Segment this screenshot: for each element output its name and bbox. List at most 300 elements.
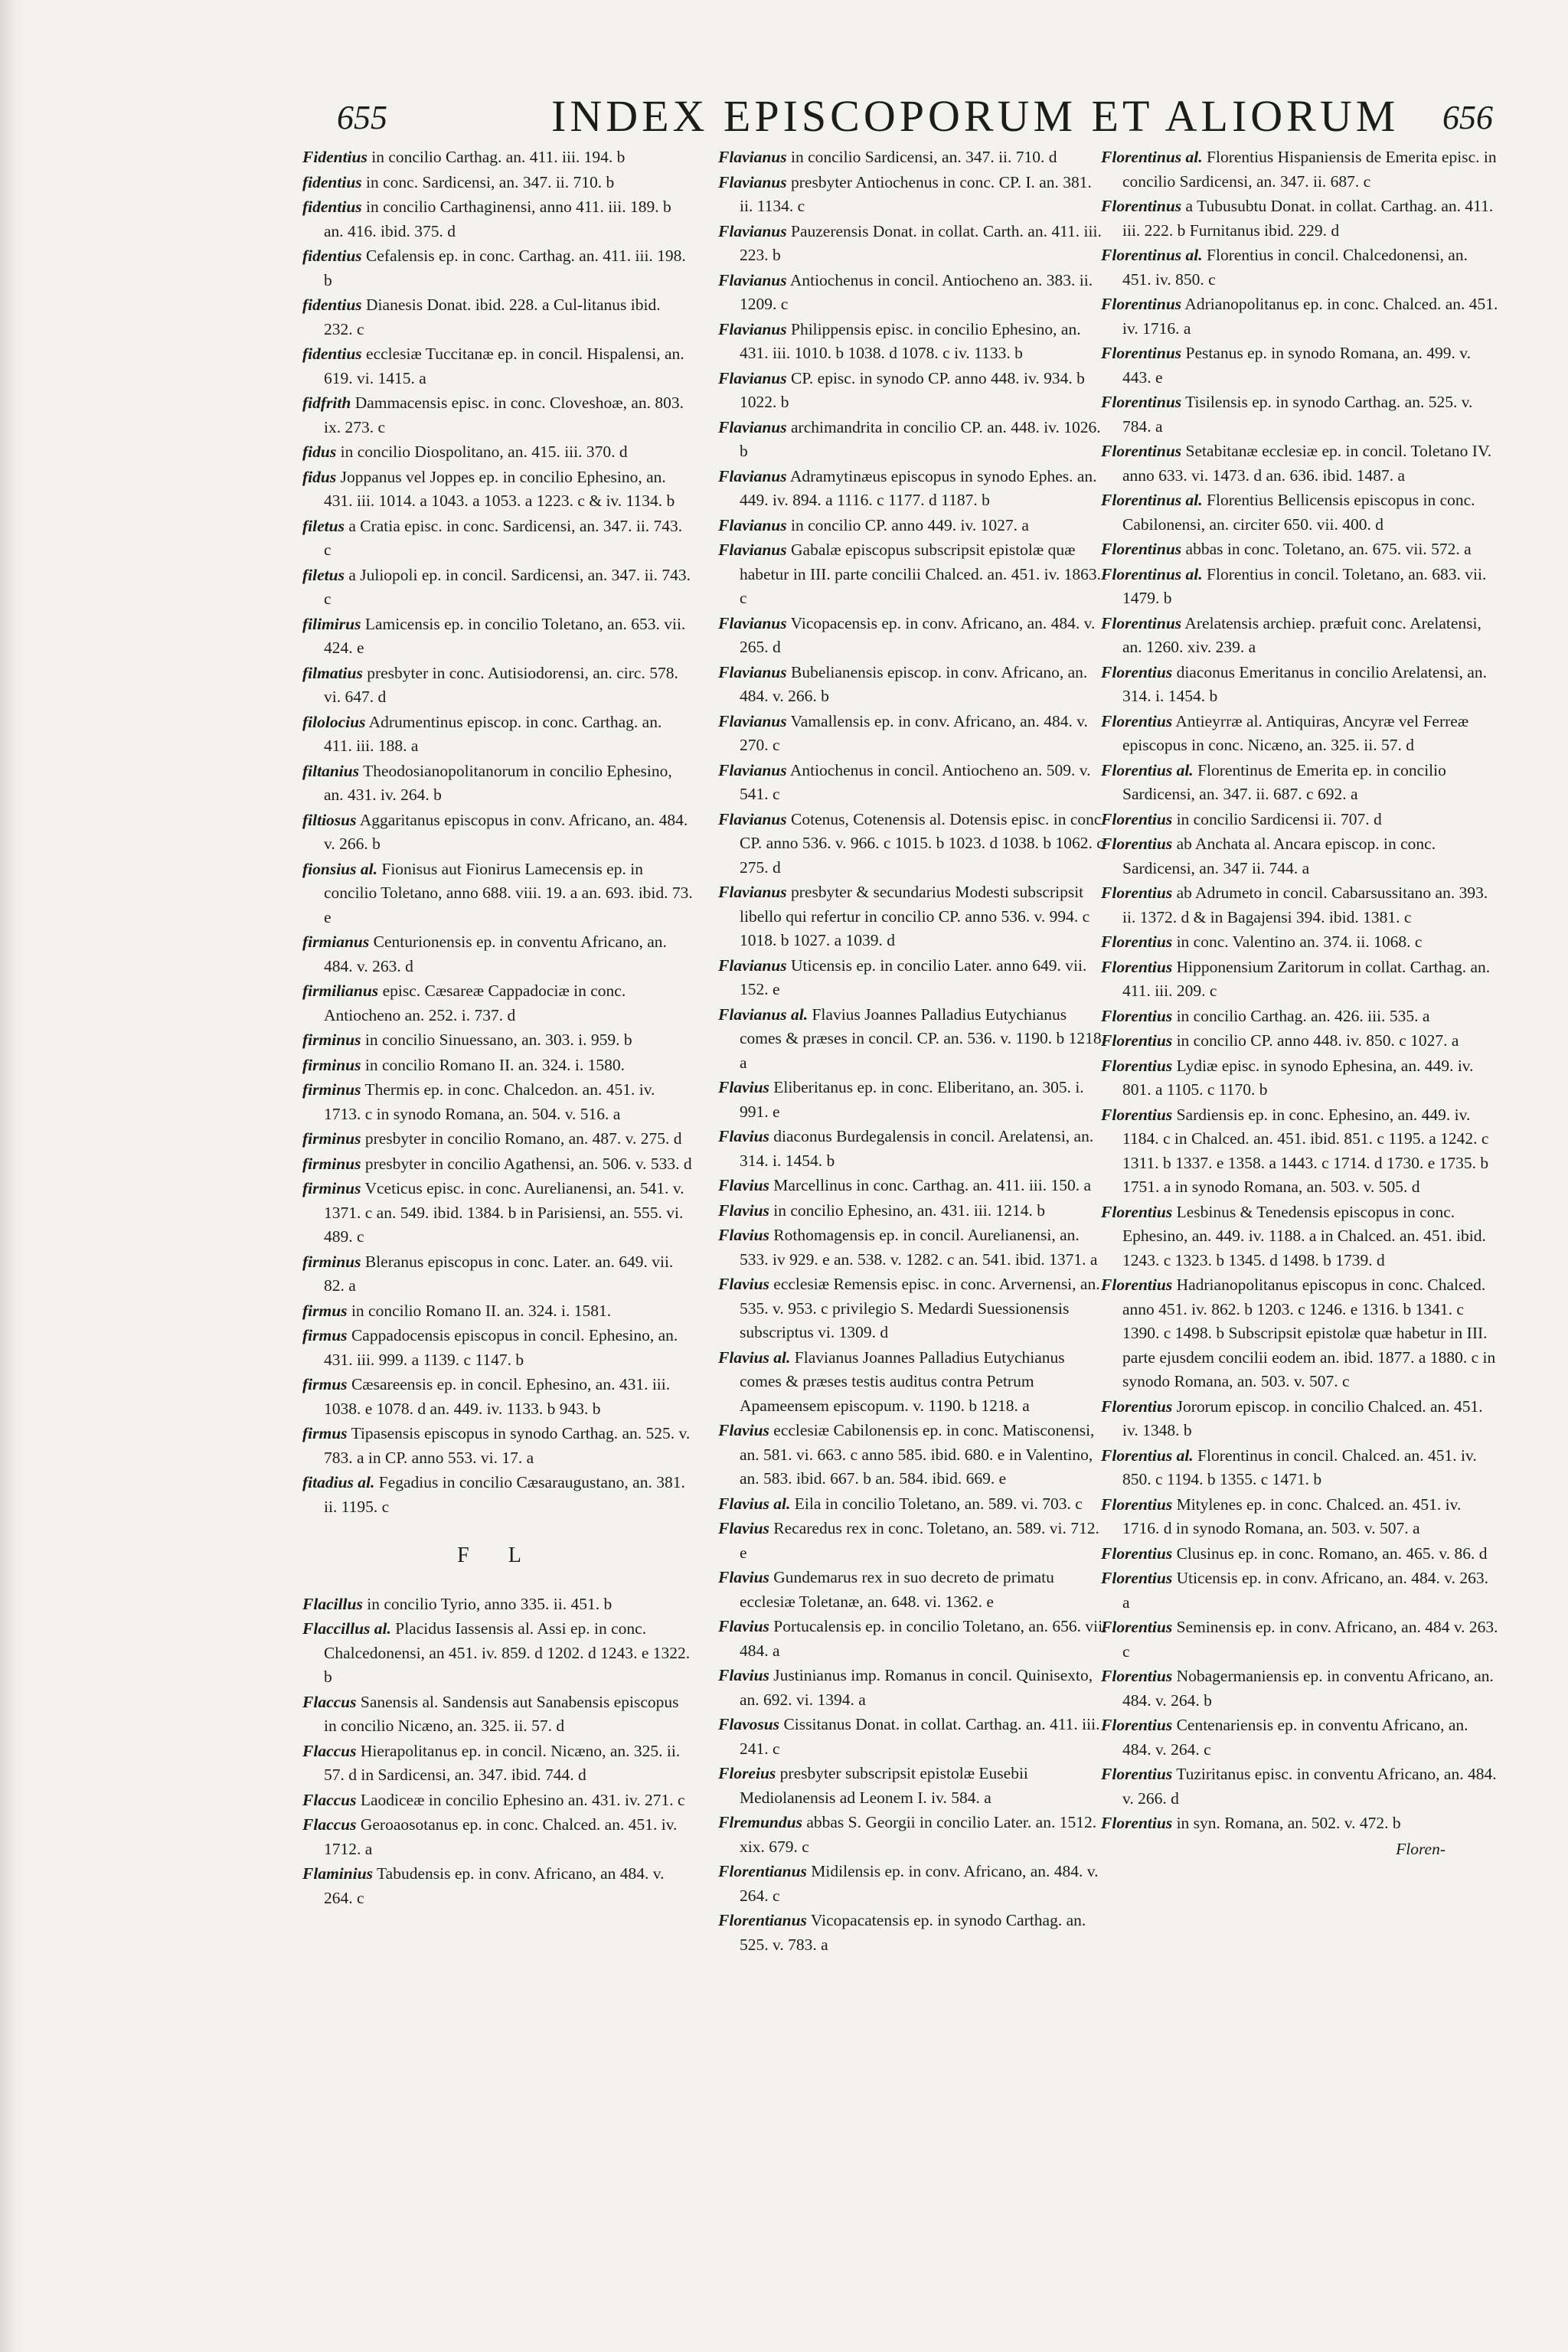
entry-headword: filolocius [302,712,366,731]
entry-headword: fidentius [302,172,362,191]
entry-headword: Florentianus [718,1862,807,1880]
index-entry [1101,1395,1499,1443]
entry-headword: Flavianus [718,319,787,338]
entry-headword: Flaccus [302,1741,357,1760]
entry-text: Theodosianopolitanorum in concilio Ephesino, an. 431. iv. 264. b [324,761,672,804]
entry-headword: Florentius [1101,1396,1173,1416]
index-entry [1101,1713,1499,1762]
entry-headword: Florentinus al. [1101,491,1203,509]
entry-text: in concilio CP. anno 449. iv. 1027. a [791,515,1029,534]
index-entry [302,612,693,661]
entry-headword: firmilianus [302,982,379,1000]
entry-text: Uticensis ep. in conv. Africano, an. 484. v. 263. a [1122,1569,1488,1612]
entry-list-fi [302,145,693,1519]
entry-headword: Florentius [1101,835,1173,853]
entry-headword: Florentinus al. [1101,246,1203,264]
index-entry [718,514,1109,538]
entry-headword: firmus [302,1375,348,1393]
index-entry [1101,194,1499,243]
index-entry [718,1346,1109,1419]
index-entry [302,564,693,612]
entry-text: Nobagermaniensis ep. in conventu Africano, an. 484. v. 264. b [1122,1667,1494,1710]
entry-headword: firminus [302,1252,361,1271]
index-entry [1101,1664,1499,1713]
entry-text: in concilio Sinuessano, an. 303. i. 959. b [364,1031,632,1049]
index-entry [302,1862,693,1910]
entry-headword: Flavianus al. [718,1004,808,1024]
index-entry [1101,808,1499,832]
entry-headword: Florentius [1101,1276,1173,1294]
index-entry [1101,439,1499,488]
entry-text: Philippensis episc. in concilio Ephesino, an. 431. iii. 1010. b 1038. d 1078. c iv. 1133. b [740,319,1081,362]
entry-headword: Flavius [718,1200,769,1220]
entry-text: in conc. Sardicensi, an. 347. ii. 710. b [366,172,615,191]
entry-headword: Flaccus [302,1790,357,1809]
entry-headword: Flavius [718,1275,769,1293]
index-entry [1101,930,1499,955]
index-entry [718,318,1109,366]
entry-headword: Flaminius [302,1864,374,1883]
entry-headword: Flavius [718,1666,769,1684]
page-number-right: 656 [1442,99,1493,136]
entry-headword: Flavianus [718,662,787,681]
entry-text: Vceticus episc. in conc. Aurelianensi, an. 541. v. 1371. c an. 549. ibid. 1384. b in Parisiensi, an. 555. vi. 489. c [324,1179,684,1246]
entry-text: Adrumentinus episcop. in conc. Carthag. an. 411. iii. 188. a [324,712,662,755]
index-entry [718,1174,1109,1198]
entry-text: Laodiceæ in concilio Ephesino an. 431. iv. 271. c [360,1790,685,1809]
entry-headword: fidus [302,467,337,486]
entry-text: Antiochenus in concil. Antiocheno an. 509. v. 541. c [740,760,1091,803]
index-entry [302,1299,693,1324]
entry-text: Adramytinæus episcopus in synodo Ephes. an. 449. iv. 894. a 1116. c 1177. d 1187. b [740,466,1097,509]
entry-text: ab Anchata al. Ancara episcop. in conc. Sardicensi, an. 347 ii. 744. a [1122,835,1436,877]
index-column-2 [718,145,1109,1958]
index-entry [1101,1103,1499,1200]
entry-text: Cæsareensis ep. in concil. Ephesino, an. 431. iii. 1038. e 1078. d an. 449. iv. 1133. b 943. b [324,1375,671,1418]
entry-headword: firminus [302,1179,361,1197]
entry-headword: Florentius [1101,1105,1173,1124]
entry-headword: firminus [302,1055,361,1074]
entry-headword: Florentinus al. [1101,148,1203,166]
entry-text: Portucalensis ep. in concilio Toletano, an. 656. vii. 484. a [740,1617,1107,1660]
entry-headword: Florentinus [1101,393,1182,411]
entry-headword: Florentinus [1101,613,1182,632]
index-entry [718,1713,1109,1761]
entry-text: Geroaosotanus ep. in conc. Chalced. an. 451. iv. 1712. a [324,1815,678,1858]
entry-headword: fidfrith [302,394,351,412]
entry-text: Flavianus Joannes Palladius Eutychianus comes & præses testis auditus contra Petrum Apameensem episcopum. v. 1190. b 1218. a [740,1348,1065,1415]
index-entry [718,465,1109,513]
index-entry [718,1762,1109,1810]
entry-headword: Florentius [1101,957,1173,976]
entry-text: a Cratia episc. in conc. Sardicensi, an. 347. ii. 743. c [324,516,683,559]
index-entry [302,1324,693,1372]
index-column-1 [302,145,693,1911]
index-entry [1101,1811,1499,1836]
index-entry [302,1127,693,1152]
entry-headword: Florentius [1101,1202,1173,1221]
entry-text: Pauzerensis Donat. in collat. Carth. an. 411. iii. 223. b [740,221,1102,264]
entry-text: in concilio Sardicensi ii. 707. d [1176,809,1382,828]
entry-text: Adrianopolitanus ep. in conc. Chalced. an. 451. iv. 1716. a [1122,295,1498,338]
entry-headword: Flavius al. [718,1348,791,1367]
entry-headword: Florentius [1101,1031,1173,1050]
entry-headword: Flavianus [718,417,787,436]
entry-text: Gabalæ episcopus subscripsit epistolæ quæ habetur in III. parte concilii Chalced. an. 451. iv. 1863. c [740,541,1102,607]
entry-headword: Florentinus al. [1101,564,1203,583]
index-entry [302,1788,693,1813]
entry-text: Setabitanæ ecclesiæ ep. in concil. Toletano IV. anno 633. vi. 1473. d an. 636. ibid. 1487. a [1122,442,1492,485]
index-entry [302,1617,693,1690]
entry-text: Clusinus ep. in conc. Romano, an. 465. v. 86. d [1176,1544,1488,1563]
index-entry [718,1223,1109,1272]
index-entry [1101,832,1499,880]
entry-text: diaconus Burdegalensis in concil. Arelatensi, an. 314. i. 1454. b [740,1127,1094,1170]
index-entry [1101,390,1499,439]
index-entry [1101,1054,1499,1102]
entry-headword: Flavianus [718,466,787,485]
entry-headword: Florentinus [1101,197,1182,215]
entry-text: Flavius Joannes Palladius Eutychianus comes & præses in concil. CP. an. 536. v. 1190. b 1218. a [740,1004,1106,1072]
entry-headword: Flavius [718,1176,769,1194]
entry-text: in concilio Carthag. an. 411. iii. 194. b [371,148,626,166]
index-entry [302,195,693,243]
entry-text: in concilio Sardicensi, an. 347. ii. 710. d [791,148,1057,166]
entry-text: Dianesis Donat. ibid. 228. a Cul-litanus ibid. 232. c [324,296,661,338]
entry-headword: Florentinus [1101,540,1182,558]
index-entry [718,759,1109,807]
entry-headword: Flavianus [718,956,787,975]
index-entry [302,930,693,978]
entry-text: a Tubusubtu Donat. in collat. Carthag. an. 411. iii. 222. b Furnitanus ibid. 229. d [1122,197,1494,240]
entry-headword: Florentius [1101,1006,1173,1025]
section-heading-fl: F L [457,1544,538,1567]
entry-text: Tabudensis ep. in conv. Africano, an 484. v. 264. c [324,1864,665,1907]
index-entry [302,514,693,563]
entry-text: Cotenus, Cotenensis al. Dotensis episc. in conc. CP. anno 536. v. 966. c 1015. b 1023. d 1038. b 1062. c 275. d [740,809,1106,877]
index-entry [718,1076,1109,1124]
index-entry [302,1813,693,1861]
entry-text: in concilio CP. anno 448. iv. 850. c 1027. a [1176,1031,1459,1050]
index-entry [302,466,693,514]
entry-headword: Florentius [1101,662,1173,681]
index-entry [302,808,693,857]
index-entry [302,440,693,465]
index-entry [1101,1029,1499,1054]
entry-headword: fitadius al. [302,1473,375,1491]
entry-headword: Florentianus [718,1911,807,1929]
entry-headword: filimirus [302,614,361,633]
index-entry [718,1492,1109,1517]
entry-text: Sanensis al. Sandensis aut Sanabensis episcopus in concilio Nicæno, an. 325. ii. 57. d [324,1692,679,1735]
entry-headword: Florentius [1101,1765,1173,1783]
entry-headword: firminus [302,1080,361,1099]
entry-list-fl [302,1592,693,1911]
entry-headword: Flavianus [718,172,787,191]
entry-text: Antiochenus in concil. Antiocheno an. 383. ii. 1209. c [740,270,1093,313]
entry-headword: Flavianus [718,711,787,730]
entry-text: in concilio Carthag. an. 426. iii. 535. a [1176,1006,1430,1025]
entry-headword: Florentius [1101,1494,1173,1514]
index-entry [302,1592,693,1617]
index-entry [718,538,1109,611]
index-entry [302,760,693,808]
entry-headword: firminus [302,1129,361,1148]
entry-headword: Florentius [1101,1618,1173,1636]
entry-text: presbyter in concilio Agathensi, an. 506. v. 533. d [364,1154,692,1173]
entry-headword: firmus [302,1301,348,1320]
entry-headword: Fidentius [302,148,368,166]
index-entry [718,1811,1109,1859]
entry-text: Lamicensis ep. in concilio Toletano, an. 653. vii. 424. e [324,614,686,657]
entry-text: Centurionensis ep. in conventu Africano, an. 484. v. 263. d [324,933,667,975]
entry-text: Uticensis ep. in concilio Later. anno 649. vii. 152. e [740,956,1087,998]
entry-headword: Florentinus [1101,295,1182,313]
entry-text: diaconus Emeritanus in concilio Arelatensi, an. 314. i. 1454. b [1122,662,1487,705]
entry-headword: Flavianus [718,541,787,559]
entry-text: Seminensis ep. in conv. Africano, an. 484 v. 263. c [1122,1618,1498,1661]
entry-headword: fidentius [302,247,362,265]
entry-text: Marcellinus in conc. Carthag. an. 411. iii. 150. a [773,1176,1092,1194]
entry-text: presbyter in concilio Romano, an. 487. v. 275. d [364,1129,682,1148]
index-column-3 [1101,145,1499,1861]
index-entry [1101,563,1499,611]
entry-headword: filmatius [302,663,363,682]
entry-headword: Flavius [718,1617,769,1635]
entry-headword: Florentius [1101,1667,1173,1685]
entry-text: Eliberitanus ep. in conc. Eliberitano, an. 305. i. 991. e [740,1078,1084,1121]
index-entry [1101,1762,1499,1811]
index-entry [718,612,1109,660]
entry-text: Hipponensium Zaritorum in collat. Carthag. an. 411. iii. 209. c [1122,957,1491,1000]
entry-text: Cappadocensis episcopus in concil. Ephesino, an. 431. iii. 999. a 1139. c 1147. b [324,1326,678,1369]
entry-text: Fegadius in concilio Cæsaraugustano, an. 381. ii. 1195. c [324,1473,685,1516]
entry-text: Bubelianensis episcop. in conv. Africano, an. 484. v. 266. b [740,662,1088,705]
index-entry [1101,612,1499,660]
entry-text: Gundemarus rex in suo decreto de primatu ecclesiæ Toletanæ, an. 648. vi. 1362. e [740,1568,1054,1611]
index-entry [1101,1444,1499,1492]
entry-headword: Flavius [718,1519,769,1537]
index-entry [718,171,1109,219]
entry-headword: Flavius [718,1568,769,1586]
index-entry [302,293,693,341]
entry-text: ecclesiæ Remensis episc. in conc. Arvernensi, an. 535. v. 953. c privilegio S. Medardi Suessionensis subscriptus vi. 1309. d [740,1275,1100,1341]
entry-text: episc. Cæsareæ Cappadociæ in conc. Antiocheno an. 252. i. 737. d [324,982,626,1024]
index-entry [718,1909,1109,1957]
entry-headword: Florentius al. [1101,1446,1194,1465]
index-entry [718,1860,1109,1908]
index-entry [1101,1542,1499,1566]
entry-headword: Florentius [1101,809,1173,828]
index-entry [1101,243,1499,292]
entry-text: Florentius in concil. Chalcedonensi, an. 451. iv. 850. c [1122,246,1468,289]
entry-text: Tuziritanus episc. in conventu Africano, an. 484. v. 266. d [1122,1765,1497,1808]
entry-text: Fionisus aut Fionirus Lamecensis ep. in concilio Toletano, anno 688. viii. 19. a an. 693. ibid. 73. e [324,859,693,926]
entry-text: Mitylenes ep. in conc. Chalced. an. 451. iv. 1716. d in synodo Romana, an. 503. v. 507. a [1122,1494,1462,1537]
entry-headword: Flavius [718,1421,769,1439]
entry-text: Vamallensis ep. in conv. Africano, an. 484. v. 270. c [740,711,1088,754]
index-entry [302,244,693,292]
entry-text: ab Adrumeto in concil. Cabarsussitano an. 393. ii. 1372. d & in Bagajensi 394. ibid. 1381. c [1122,884,1488,926]
entry-headword: fidentius [302,296,362,314]
catchword: Floren- [1396,1839,1446,1858]
running-header [337,90,1493,144]
index-entry [718,1199,1109,1223]
entry-text: Midilensis ep. in conv. Africano, an. 484. v. 264. c [740,1862,1099,1905]
entry-text: in conc. Valentino an. 374. ii. 1068. c [1176,933,1423,951]
entry-headword: Flaccillus al. [302,1619,391,1638]
entry-headword: firmus [302,1326,348,1344]
entry-text: Florentinus in concil. Chalced. an. 451. iv. 850. c 1194. b 1355. c 1471. b [1122,1446,1477,1488]
index-entry [718,145,1109,170]
entry-text: Recaredus rex in conc. Toletano, an. 589. vi. 712. e [740,1519,1099,1562]
entry-text: in concilio Romano II. an. 324. i. 1580. [364,1055,626,1074]
index-entry [1101,145,1499,194]
index-entry [1101,661,1499,709]
index-entry [302,1152,693,1177]
entry-headword: Flacillus [302,1594,363,1613]
entry-text: in concilio Ephesino, an. 431. iii. 1214. b [773,1200,1045,1220]
index-entry [302,710,693,759]
entry-text: archimandrita in concilio CP. an. 448. iv. 1026. b [740,417,1101,460]
entry-headword: fidentius [302,345,362,363]
entry-text: abbas in conc. Toletano, an. 675. vii. 572. a [1185,540,1472,558]
index-entry [1101,292,1499,341]
index-entry [1101,1004,1499,1029]
index-entry [302,145,693,170]
entry-text: CP. episc. in synodo CP. anno 448. iv. 934. b 1022. b [740,368,1085,411]
index-entry [718,1125,1109,1173]
entry-headword: Florentius al. [1101,760,1194,779]
entry-headword: Florentius [1101,884,1173,902]
index-entry [718,880,1109,953]
entry-text: Centenariensis ep. in conventu Africano, an. 484. v. 264. c [1122,1716,1468,1759]
index-entry [1101,1493,1499,1541]
entry-headword: Flavianus [718,883,787,901]
index-entry [302,1250,693,1298]
index-entry [1101,1200,1499,1273]
running-title: INDEX EPISCOPORUM ET ALIORUM [551,91,1400,141]
index-entry [718,1566,1109,1614]
entry-text: Florentius in concil. Toletano, an. 683. vii. 1479. b [1122,564,1487,607]
page-number-left: 655 [337,99,387,136]
index-entry [302,979,693,1027]
entry-text: Justinianus imp. Romanus in concil. Quinisexto, an. 692. vi. 1394. a [740,1666,1093,1709]
entry-text: Aggaritanus episcopus in conv. Africano, an. 484. v. 266. b [324,810,688,853]
entry-headword: Flremundus [718,1813,802,1831]
entry-headword: Florentius [1101,1569,1173,1587]
entry-headword: Flavius [718,1226,769,1244]
entry-headword: Flavianus [718,368,787,387]
entry-headword: Florentius [1101,933,1173,951]
index-entry [1101,1273,1499,1394]
entry-text: Florentinus de Emerita ep. in concilio Sardicensi, an. 347. ii. 687. c 692. a [1122,760,1446,803]
entry-headword: Flaccus [302,1815,357,1834]
entry-headword: fidus [302,443,337,461]
entry-headword: firmianus [302,933,370,951]
entry-text: Bleranus episcopus in conc. Later. an. 649. vii. 82. a [324,1252,674,1295]
index-entry [718,1517,1109,1565]
entry-headword: Flavianus [718,270,787,289]
entry-headword: firminus [302,1154,361,1173]
index-entry [302,171,693,195]
index-entry [302,1690,693,1739]
entry-text: in concilio Diospolitano, an. 415. iii. 370. d [340,443,628,461]
index-entry [718,661,1109,709]
entry-headword: firmus [302,1424,348,1442]
index-entry [1101,488,1499,537]
index-entry [1101,881,1499,929]
entry-text: Tipasensis episcopus in synodo Carthag. an. 525. v. 783. a in CP. anno 553. vi. 17. a [324,1424,691,1467]
index-entry [718,220,1109,268]
entry-headword: Flavianus [718,221,787,240]
index-entry [302,1740,693,1788]
entry-text: Rothomagensis ep. in concil. Aurelianensi, an. 533. iv 929. e an. 538. v. 1282. c an. 541. ibid. 1371. a [740,1226,1098,1269]
index-entry [1101,341,1499,390]
entry-text: presbyter Antiochenus in conc. CP. I. an. 381. ii. 1134. c [740,172,1092,215]
entry-text: abbas S. Georgii in concilio Later. an. 1512. xix. 679. c [740,1813,1097,1856]
entry-headword: Flavianus [718,760,787,779]
entry-text: presbyter & secundarius Modesti subscripsit libello qui refertur in concilio CP. anno 536. v. 994. c 1018. b 1027. a 1039. d [740,883,1090,949]
entry-headword: Flavius [718,1078,769,1096]
index-entry [302,391,693,439]
entry-headword: filetus [302,565,345,584]
entry-text: in concilio Tyrio, anno 335. ii. 451. b [367,1594,612,1613]
index-entry [302,662,693,710]
page-gutter-shadow [0,0,23,2352]
entry-headword: Flavianus [718,148,787,166]
entry-headword: Florentinus [1101,442,1182,460]
index-entry [1101,537,1499,562]
index-entry [718,1272,1109,1345]
entry-headword: Flavius [718,1127,769,1145]
entry-headword: fidentius [302,198,362,216]
index-entry [718,1664,1109,1712]
index-entry [302,1471,693,1519]
index-entry [302,1028,693,1053]
index-entry [718,416,1109,464]
index-entry [718,1615,1109,1663]
entry-text: ecclesiæ Tuccitanæ ep. in concil. Hispalensi, an. 619. vi. 1415. a [324,345,684,387]
entry-text: Cissitanus Donat. in collat. Carthag. an. 411. iii. 241. c [740,1715,1100,1758]
index-entry [718,954,1109,1002]
entry-headword: Flaccus [302,1692,357,1711]
entry-text: Florentius Bellicensis episcopus in conc. Cabilonensi, an. circiter 650. vii. 400. d [1122,491,1475,534]
entry-headword: filetus [302,516,345,535]
entry-text: Florentius Hispaniensis de Emerita episc. in concilio Sardicensi, an. 347. ii. 687. c [1122,148,1497,191]
entry-text: a Juliopoli ep. in concil. Sardicensi, an. 347. ii. 743. c [324,565,691,608]
entry-headword: Florentius [1101,1814,1173,1832]
entry-headword: Florentius [1101,711,1173,730]
entry-text: presbyter subscripsit epistolæ Eusebii Mediolanensis ad Leonem I. iv. 584. a [740,1764,1028,1807]
entry-text: Tisilensis ep. in synodo Carthag. an. 525. v. 784. a [1122,393,1473,436]
entry-text: Placidus Iassensis al. Assi ep. in conc. Chalcedonensi, an 451. iv. 859. d 1202. d 1243. e 1322. b [324,1619,691,1686]
entry-text: ecclesiæ Cabilonensis ep. in conc. Matisconensi, an. 581. vi. 663. c anno 585. ibid. 680. e in Valentino, an. 583. ibid. 667. b an. 584. ibid. 669. e [740,1421,1095,1488]
entry-headword: Flavius al. [718,1494,791,1513]
entry-text: Dammacensis episc. in conc. Cloveshoæ, an. 803. ix. 273. c [324,394,684,436]
entry-text: Cefalensis ep. in conc. Carthag. an. 411. iii. 198. b [324,247,686,289]
entry-text: Lydiæ episc. in synodo Ephesina, an. 449. iv. 801. a 1105. c 1170. b [1122,1056,1474,1099]
index-entry [718,710,1109,758]
index-entry [1101,956,1499,1004]
entry-list-florentinus [1101,145,1499,1836]
index-entry [302,1078,693,1126]
entry-list-flavianus [718,145,1109,1957]
entry-headword: filtanius [302,761,360,780]
entry-text: Pestanus ep. in synodo Romana, an. 499. v. 443. e [1122,344,1471,387]
entry-text: in concilio Romano II. an. 324. i. 1581. [351,1301,612,1320]
entry-headword: Flavosus [718,1715,780,1733]
